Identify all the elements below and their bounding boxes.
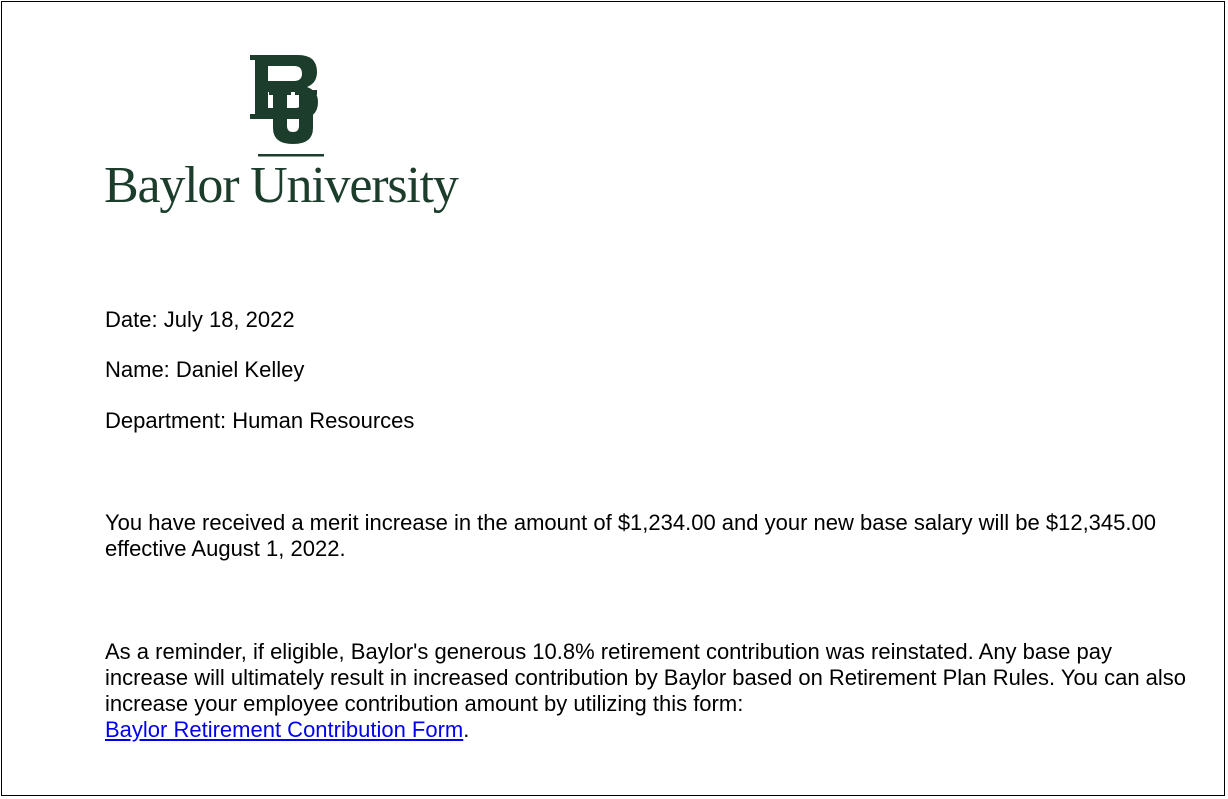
name-label: Name: (105, 357, 170, 382)
reminder-paragraph (105, 639, 1195, 743)
university-wordmark: Baylor University (104, 157, 458, 214)
link-suffix: . (463, 717, 470, 742)
letter-frame (1, 1, 1225, 796)
bu-interlock-logo-icon (246, 52, 336, 162)
date-line (105, 307, 295, 333)
name-value: Daniel Kelley (175, 357, 305, 382)
department-value: Human Resources (232, 408, 415, 433)
reminder-text: As a reminder, if eligible, Baylor's generous 10.8% retirement contribution was reinstated. Any base pay increase will ultimately result in increased contribution by Baylor based on Retirement Plan Rules. You can also increase your employee contribution amount by utilizing this form: (105, 639, 1187, 716)
retirement-form-link[interactable]: Baylor Retirement Contribution Form (105, 717, 464, 742)
name-line (105, 357, 304, 383)
merit-paragraph: You have received a merit increase in the amount of $1,234.00 and your new base salary will be $12,345.00 effective August 1, 2022. (105, 510, 1156, 561)
date-label: Date: (105, 307, 158, 332)
reminder-paragraph-block (105, 639, 1195, 743)
date-value: July 18, 2022 (163, 307, 295, 332)
department-line (105, 408, 414, 434)
merit-paragraph-block (105, 510, 1195, 562)
department-label: Department: (105, 408, 227, 433)
